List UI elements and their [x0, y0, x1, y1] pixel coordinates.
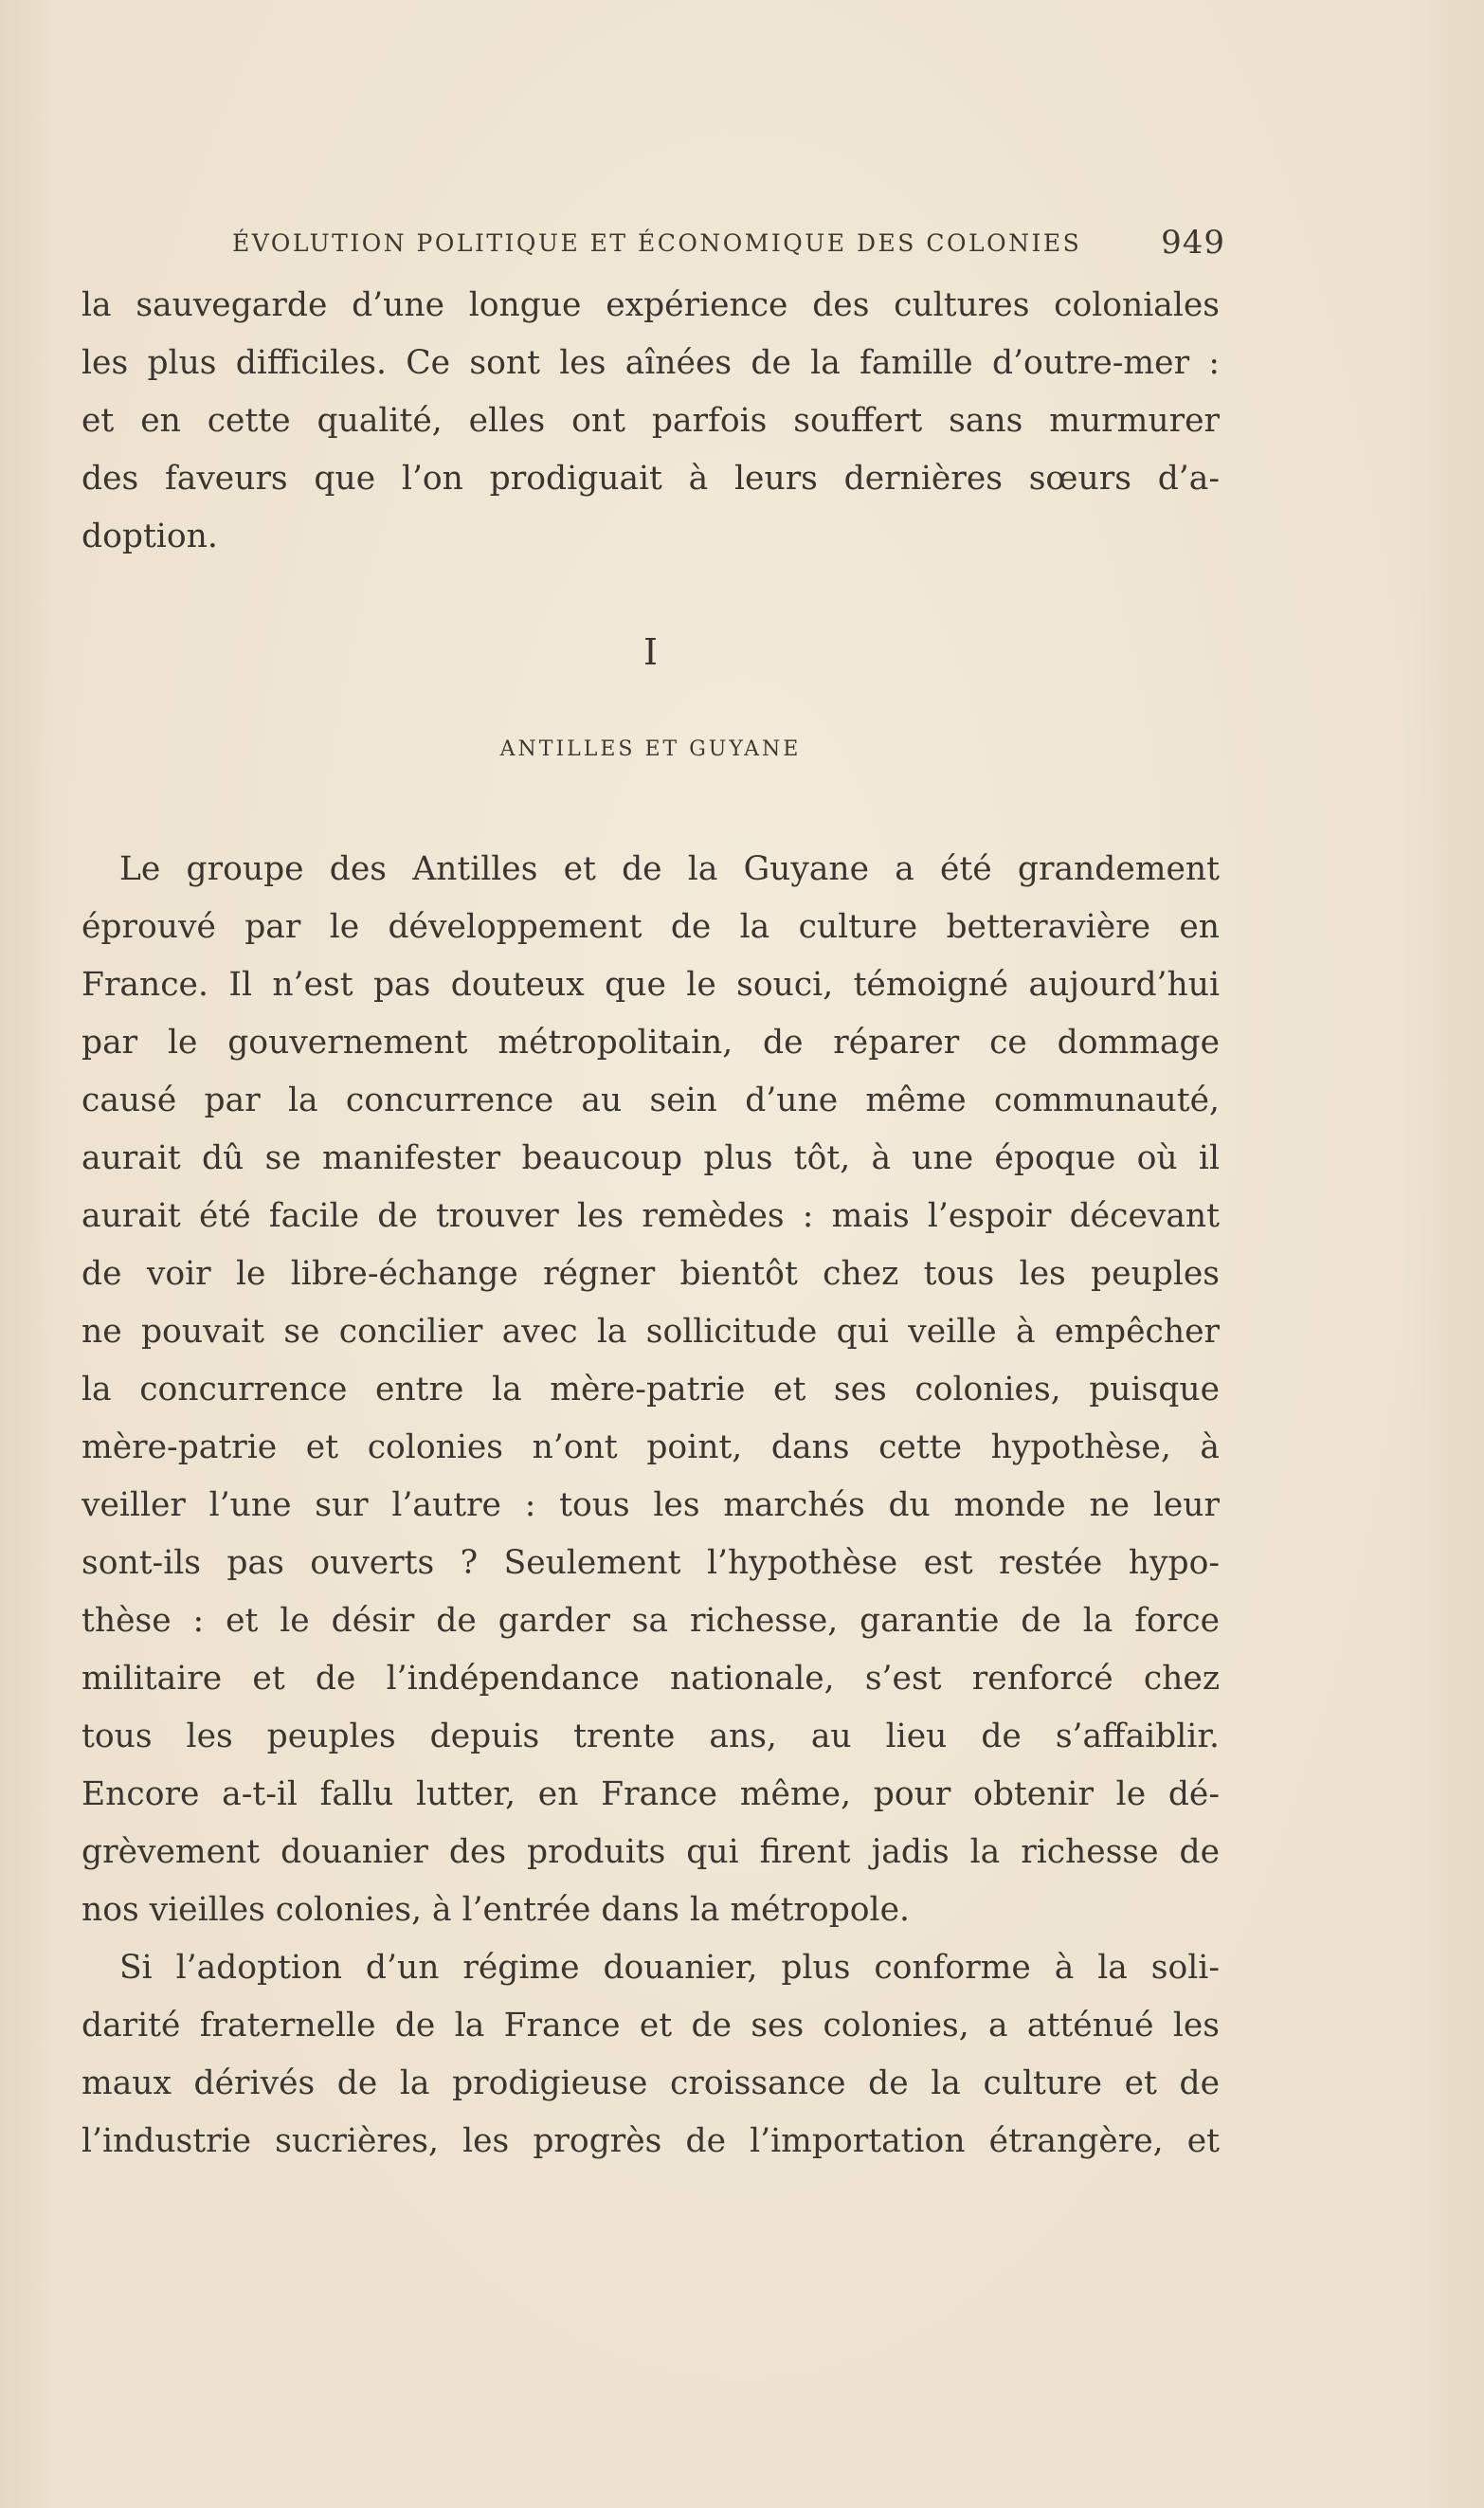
text-line: et en cette qualité, elles ont parfois souffert sans murmurer [81, 402, 1220, 440]
text-line: éprouvé par le développement de la culture betteravière en [81, 908, 1220, 946]
text-line: par le gouvernement métropolitain, de réparer ce dommage [81, 1024, 1220, 1062]
section-title: ANTILLES ET GUYANE [499, 737, 802, 761]
text-line: aurait dû se manifester beaucoup plus tôt, à une époque où il [81, 1139, 1220, 1177]
text-line: maux dérivés de la prodigieuse croissance de la culture et de [81, 2064, 1220, 2102]
text-line: militaire et de l’indépendance nationale, s’est renforcé chez [81, 1660, 1220, 1698]
text-line: veiller l’une sur l’autre : tous les marchés du monde ne leur [81, 1486, 1220, 1524]
text-line: Si l’adoption d’un régime douanier, plus conforme à la soli- [119, 1949, 1220, 1987]
text-line: Le groupe des Antilles et de la Guyane a été grandement [119, 850, 1220, 888]
text-line: aurait été facile de trouver les remèdes : mais l’espoir décevant [81, 1197, 1220, 1235]
text-line: Encore a-t-il fallu lutter, en France même, pour obtenir le dé- [81, 1775, 1220, 1813]
text-line: darité fraternelle de la France et de ses colonies, a atténué les [81, 2007, 1220, 2045]
page-number: 949 [1161, 224, 1225, 262]
page-header [232, 224, 1225, 267]
text-line: la sauvegarde d’une longue expérience des cultures coloniales [81, 286, 1220, 324]
text-line: thèse : et le désir de garder sa richesse, garantie de la force [81, 1602, 1220, 1640]
text-line: grèvement douanier des produits qui firent jadis la richesse de [81, 1833, 1220, 1871]
text-line: causé par la concurrence au sein d’une même communauté, [81, 1081, 1220, 1119]
text-line: mère-patrie et colonies n’ont point, dans cette hypothèse, à [81, 1428, 1220, 1466]
text-line: la concurrence entre la mère-patrie et ses colonies, puisque [81, 1371, 1220, 1408]
section-number: I [642, 631, 658, 673]
text-line: l’industrie sucrières, les progrès de l’importation étrangère, et [81, 2122, 1220, 2160]
text-line: France. Il n’est pas douteux que le souci, témoigné aujourd’hui [81, 966, 1220, 1004]
text-line: des faveurs que l’on prodiguait à leurs dernières sœurs d’a- [81, 460, 1220, 498]
text-line: sont-ils pas ouverts ? Seulement l’hypothèse est restée hypo- [81, 1544, 1220, 1582]
text-line: tous les peuples depuis trente ans, au lieu de s’affaiblir. [81, 1717, 1220, 1755]
running-title: ÉVOLUTION POLITIQUE ET ÉCONOMIQUE DES COLONIES [232, 229, 1082, 257]
text-line: doption. [81, 518, 218, 555]
text-line: les plus difficiles. Ce sont les aînées de la famille d’outre-mer : [81, 344, 1220, 382]
text-line: ne pouvait se concilier avec la sollicitude qui veille à empêcher [81, 1313, 1220, 1351]
text-line: de voir le libre-échange régner bientôt chez tous les peuples [81, 1255, 1220, 1293]
text-line: nos vieilles colonies, à l’entrée dans la métropole. [81, 1891, 910, 1929]
